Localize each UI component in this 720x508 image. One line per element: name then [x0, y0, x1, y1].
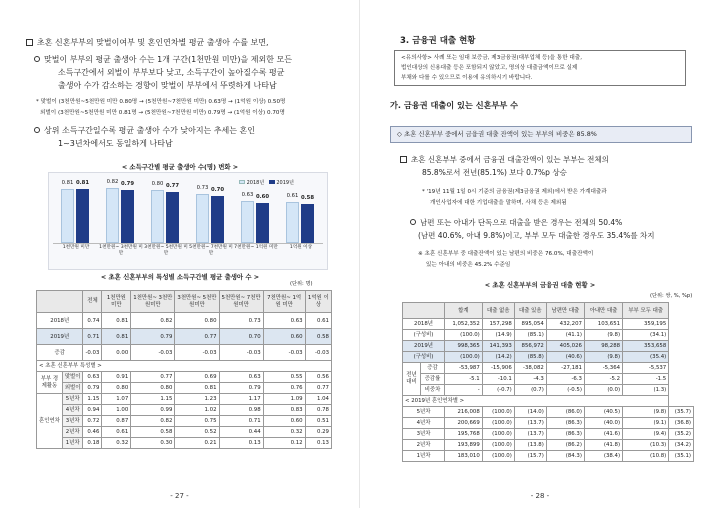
chart-bar: [256, 203, 269, 243]
table-cell: 0.60: [263, 416, 305, 427]
bar-value-label: 0.60: [255, 194, 270, 200]
table-cell: 4년차: [62, 405, 83, 416]
table-cell: 0.60: [263, 329, 305, 345]
table-cell: 1,052,352: [445, 319, 483, 330]
table-cell: -10.1: [482, 374, 514, 385]
table-cell: 외벌이: [62, 383, 83, 394]
column-header: [37, 291, 83, 313]
circle-bullet-icon: [410, 219, 416, 225]
chart-bar: [76, 189, 89, 243]
star-note: * '19년 11월 1일 0시 기준의 금융권(제3금융권 제외)에서 받은 가계대출과 개인사업자에 대한 기업대출을 말하며, 사채 등은 제외됨: [422, 189, 607, 206]
table-cell: (10.3): [623, 440, 669, 451]
table-cell: 0.77: [175, 329, 219, 345]
legend-swatch-2019: [269, 180, 275, 184]
table-cell: 4년차: [403, 418, 445, 429]
left-table-unit: (단위: 명): [290, 281, 313, 287]
table-row: [37, 394, 332, 405]
chart-bar: [151, 190, 164, 243]
page-number-left: - 27 -: [170, 492, 189, 500]
table-cell: 0.78: [305, 405, 331, 416]
table-cell: 0.32: [102, 438, 131, 449]
table-cell: (100.0): [482, 418, 514, 429]
table-row: [37, 372, 332, 383]
table-cell: 0.55: [263, 372, 305, 383]
column-header: 대출 있음: [514, 303, 546, 319]
table-cell: 3년차: [403, 429, 445, 440]
chart-bar: [61, 189, 74, 243]
category-label: 5천만원~ 7천만원 미만: [189, 245, 233, 256]
table-cell: 1.07: [102, 394, 131, 405]
table-cell: (-0.5): [546, 385, 584, 396]
bar-value-label: 0.82: [106, 179, 119, 186]
table-cell: 증감: [421, 363, 445, 374]
column-header: 7천만원~ 1억원 미만: [263, 291, 305, 313]
table-cell: 0.75: [175, 416, 219, 427]
table-cell: -53,987: [445, 363, 483, 374]
square-bullet-icon: [400, 156, 407, 163]
bar-value-label: 0.61: [286, 193, 299, 200]
table-cell: (86.0): [546, 407, 584, 418]
table-cell: 0.44: [219, 427, 263, 438]
table-cell: 0.79: [219, 383, 263, 394]
column-header: 3천만원~ 5천만원미만: [175, 291, 219, 313]
column-header: 5천만원~ 7천만원미만: [219, 291, 263, 313]
left-table-title: < 초혼 신혼부부의 특성별 소득구간별 평균 출생아 수 >: [100, 273, 260, 281]
column-header: [403, 303, 445, 319]
table-cell: (35.4): [623, 352, 669, 363]
chart-bar: [106, 188, 119, 243]
table-cell: (14.0): [514, 407, 546, 418]
table-row: [37, 405, 332, 416]
table-cell: (86.3): [546, 429, 584, 440]
category-label: 1천만원 미만: [62, 245, 90, 250]
table-cell: (13.7): [514, 418, 546, 429]
table-cell: 0.77: [305, 383, 331, 394]
table-cell: 183,010: [445, 451, 483, 462]
table-cell: 비중차: [421, 385, 445, 396]
right-section-title: 3. 금융권 대출 현황: [400, 36, 476, 46]
table-row: [403, 440, 694, 451]
table-cell: -38,082: [514, 363, 546, 374]
table-cell: (9.8): [584, 352, 622, 363]
table-cell: 353,658: [623, 341, 669, 352]
table-cell: 1년차: [403, 451, 445, 462]
para-1: 초혼 신혼부부 중에서 금융권 대출잔액이 있는 부부는 전체의 85.8%로서 전년(85.1%) 보다 0.7%p 상승: [400, 154, 694, 179]
table-row: [37, 329, 332, 345]
table-row: [37, 345, 332, 361]
table-cell: 998,365: [445, 341, 483, 352]
table-cell: (34.1): [623, 330, 669, 341]
table-cell: 1.04: [305, 394, 331, 405]
table-cell: (40.5): [584, 407, 622, 418]
subsection-title: 가. 금융권 대출이 있는 신혼부부 수: [390, 100, 519, 110]
table-cell: 2018년: [403, 319, 445, 330]
table-cell: (9.8): [623, 407, 669, 418]
table-row: [403, 418, 694, 429]
table-cell: 0.74: [83, 313, 102, 329]
table-cell: 1.00: [102, 405, 131, 416]
table-cell: 1.23: [175, 394, 219, 405]
table-row: [37, 383, 332, 394]
table-cell: 0.76: [263, 383, 305, 394]
table-cell: (10.8): [623, 451, 669, 462]
table-cell: 0.72: [83, 416, 102, 427]
table-cell: (13.7): [514, 429, 546, 440]
table-row: [403, 330, 694, 341]
square-bullet-icon: [26, 39, 33, 46]
section-label-row: [37, 361, 332, 372]
table-cell: 405,026: [546, 341, 584, 352]
table-cell: (15.7): [514, 451, 546, 462]
table-cell: 0.32: [263, 427, 305, 438]
table-cell: 2019년: [37, 329, 83, 345]
table-cell: (35.7): [669, 407, 694, 418]
table-cell: 0.29: [305, 427, 331, 438]
category-label: 3천만원~ 5천만원 미만: [144, 245, 188, 256]
chart-bar: [301, 204, 314, 243]
table-header-row: [403, 303, 694, 319]
column-header: 합계: [445, 303, 483, 319]
table-cell: (14.9): [482, 330, 514, 341]
table-cell: 0.30: [131, 438, 175, 449]
table-cell: -: [445, 385, 483, 396]
table-cell: -15,906: [482, 363, 514, 374]
table-cell: 0.61: [102, 427, 131, 438]
right-page: [360, 0, 720, 508]
table-cell: -0.03: [83, 345, 102, 361]
table-cell: (-0.7): [482, 385, 514, 396]
circle-bullet-icon: [34, 127, 40, 133]
column-header: 부부 모두 대출: [623, 303, 669, 319]
chart-bar: [121, 190, 134, 243]
table-cell: (85.8): [514, 352, 546, 363]
table-cell: (35.2): [669, 429, 694, 440]
table-cell: 200,669: [445, 418, 483, 429]
para-2: 남편 또는 아내가 단독으로 대출을 받은 경우는 전체의 50.4% (남편 40.6%, 아내 9.8%)이고, 부부 모두 대출한 경우도 35.4%를 차지: [410, 217, 694, 242]
bar-value-label: 0.80: [151, 180, 164, 187]
group-label: 혼인연차: [37, 394, 63, 449]
table-cell: -0.03: [175, 345, 219, 361]
bar-value-label: 0.81: [61, 180, 74, 186]
table-cell: 0.70: [219, 329, 263, 345]
table-cell: 1년차: [62, 438, 83, 449]
table-cell: (86.3): [546, 418, 584, 429]
table-cell: (100.0): [445, 330, 483, 341]
bar-value-label: 0.77: [165, 182, 180, 189]
table-cell: (36.8): [669, 418, 694, 429]
table-cell: 0.63: [219, 372, 263, 383]
page-number-right: - 28 -: [530, 492, 550, 500]
table-cell: 0.13: [219, 438, 263, 449]
table-cell: 141,393: [482, 341, 514, 352]
table-cell: -0.03: [263, 345, 305, 361]
table-header-row: [37, 291, 332, 313]
table-cell: 맞벌이: [62, 372, 83, 383]
table-row: [403, 352, 694, 363]
table-cell: 0.56: [305, 372, 331, 383]
chart-legend: [239, 179, 294, 186]
table-cell: 0.63: [83, 372, 102, 383]
table-cell: 0.69: [175, 372, 219, 383]
table-cell: (85.1): [514, 330, 546, 341]
table-cell: 5년차: [62, 394, 83, 405]
table-cell: 0.73: [219, 313, 263, 329]
group-label: 전년 대비: [403, 363, 421, 396]
table-cell: 0.71: [219, 416, 263, 427]
table-cell: 98,288: [584, 341, 622, 352]
bullet-2: 상위 소득구간일수록 평균 출생아 수가 낮아지는 추세는 혼인 1~3년차에서도 동일하게 나타남: [34, 124, 356, 150]
table-cell: (41.8): [584, 440, 622, 451]
table-cell: 0.91: [102, 372, 131, 383]
right-table: [402, 302, 694, 462]
category-label: 7천만원~ 1억원 미만: [234, 245, 278, 250]
table-row: [403, 385, 694, 396]
table-cell: 1.02: [175, 405, 219, 416]
chart-bar: [211, 196, 224, 243]
table-cell: -1.5: [623, 374, 669, 385]
table-cell: 0.12: [263, 438, 305, 449]
table-row: [403, 341, 694, 352]
table-cell: 0.63: [263, 313, 305, 329]
table-cell: (0.0): [584, 385, 622, 396]
table-cell: (13.8): [514, 440, 546, 451]
table-cell: -5.1: [445, 374, 483, 385]
table-row: [37, 438, 332, 449]
table-cell: (9.4): [623, 429, 669, 440]
chart-bar: [286, 202, 299, 243]
bar-value-label: 0.70: [210, 187, 225, 194]
table-cell: 195,768: [445, 429, 483, 440]
table-cell: 0.79: [83, 383, 102, 394]
table-cell: 0.51: [305, 416, 331, 427]
table-cell: 157,298: [482, 319, 514, 330]
table-row: [403, 429, 694, 440]
table-row: [37, 416, 332, 427]
bar-value-label: 0.81: [75, 180, 90, 186]
column-header: 전체: [83, 291, 102, 313]
table-cell: (34.2): [669, 440, 694, 451]
table-row: [403, 451, 694, 462]
table-cell: 0.00: [102, 345, 131, 361]
table-cell: -5,364: [584, 363, 622, 374]
column-header: 1천만원~ 3천만원미만: [131, 291, 175, 313]
table-row: [37, 427, 332, 438]
chart-bar: [166, 192, 179, 243]
column-header: 대출 없음: [482, 303, 514, 319]
table-cell: (40.0): [584, 418, 622, 429]
table-row: [403, 319, 694, 330]
table-cell: 0.98: [219, 405, 263, 416]
table-cell: 0.77: [131, 372, 175, 383]
table-cell: 359,195: [623, 319, 669, 330]
table-row: [403, 407, 694, 418]
table-cell: 0.83: [263, 405, 305, 416]
legend-label-2018: 2018년: [246, 180, 265, 186]
table-cell: 0.87: [102, 416, 131, 427]
table-cell: -6.3: [546, 374, 584, 385]
table-cell: 3년차: [62, 416, 83, 427]
chart-bar: [196, 194, 209, 243]
table-cell: 0.13: [305, 438, 331, 449]
table-cell: 0.71: [83, 329, 102, 345]
table-cell: 증감: [37, 345, 83, 361]
group-label: 부부 경제활동: [37, 372, 63, 394]
highlight-box: ◇ 초혼 신혼부부 중에서 금융권 대출 잔액이 있는 부부의 비중은 85.8%: [390, 126, 692, 143]
table-cell: 193,899: [445, 440, 483, 451]
table-cell: 0.81: [102, 313, 131, 329]
table-cell: 1.15: [131, 394, 175, 405]
section-label: < 초혼 신혼부부 특성별 >: [37, 361, 332, 372]
table-row: [37, 313, 332, 329]
table-cell: -0.03: [131, 345, 175, 361]
bar-chart: [48, 172, 328, 270]
table-cell: -0.03: [305, 345, 331, 361]
circle-bullet-icon: [34, 56, 40, 62]
table-cell: 0.61: [305, 313, 331, 329]
table-cell: (구성비): [403, 352, 445, 363]
table-cell: (구성비): [403, 330, 445, 341]
right-table-unit: (단위: 쌍, %, %p): [650, 293, 693, 299]
table-cell: (14.2): [482, 352, 514, 363]
table-cell: 0.58: [131, 427, 175, 438]
table-cell: (38.4): [584, 451, 622, 462]
table-cell: 0.21: [175, 438, 219, 449]
table-cell: 0.79: [131, 329, 175, 345]
table-cell: 0.18: [83, 438, 102, 449]
table-cell: (9.8): [584, 330, 622, 341]
legend-label-2019: 2019년: [276, 180, 294, 186]
table-cell: (100.0): [482, 440, 514, 451]
section-label-row: [403, 396, 694, 407]
table-cell: 216,008: [445, 407, 483, 418]
table-cell: (35.1): [669, 451, 694, 462]
table-cell: 0.82: [131, 313, 175, 329]
category-label: 1억원 이상: [289, 245, 313, 250]
table-cell: (84.3): [546, 451, 584, 462]
table-cell: 0.81: [102, 329, 131, 345]
table-cell: 0.80: [102, 383, 131, 394]
table-cell: -4.3: [514, 374, 546, 385]
left-table: [36, 290, 332, 449]
bullet-1: 맞벌이 부부의 평균 출생아 수는 1개 구간(1천만원 미만)을 제외한 모든 소득구간에서 외벌이 부부보다 낮고, 소득구간이 높아질수록 평균 출생아 수가 감소하는 경향이 맞벌이 부부에서 뚜렷하게 나타남: [34, 53, 356, 92]
table-cell: -5,537: [623, 363, 669, 374]
table-cell: 0.80: [131, 383, 175, 394]
table-cell: (40.6): [546, 352, 584, 363]
table-cell: (41.1): [546, 330, 584, 341]
table-cell: 0.46: [83, 427, 102, 438]
column-header: 아내만 대출: [584, 303, 622, 319]
bar-value-label: 0.73: [196, 185, 209, 192]
table-cell: 0.58: [305, 329, 331, 345]
chart-baseline: [53, 243, 323, 244]
note-2: 외벌이 (3천만원~5천만원 미만 0.81명 → (5천만원~7천만원 미만) 0.79명 → (1억원 이상) 0.70명: [40, 110, 285, 116]
bar-value-label: 0.79: [120, 181, 135, 188]
table-cell: (9.1): [623, 418, 669, 429]
table-cell: (100.0): [445, 352, 483, 363]
column-header: 1억원 이상: [305, 291, 331, 313]
notice-box: <유의사항> 사례 또는 임대 보증금, 제3금융권(대부업체 등)을 통한 대출, 법인대상의 신용대출 등은 포함되지 않았고, 명의상 대출금액이므로 실제 부채와 다를 수 있으므로 이용에 유의하시기 바랍니다.: [394, 50, 686, 86]
table-cell: 1.15: [83, 394, 102, 405]
table-cell: 0.99: [131, 405, 175, 416]
legend-swatch-2018: [239, 180, 245, 184]
note-1: * 맞벌이 (3천만원~5천만원 미만 0.80명 → (5천만원~7천만원 미만) 0.63명 → (1억원 이상) 0.50명: [36, 99, 286, 105]
table-cell: 0.82: [131, 416, 175, 427]
table-cell: (41.6): [584, 429, 622, 440]
category-label: 1천만원~ 3천만원 미만: [99, 245, 143, 256]
table-cell: -5.2: [584, 374, 622, 385]
section-label: < 2019년 혼인연차별 >: [403, 396, 669, 407]
table-cell: (86.2): [546, 440, 584, 451]
table-cell: (100.0): [482, 429, 514, 440]
table-cell: 1.17: [219, 394, 263, 405]
table-cell: -27,181: [546, 363, 584, 374]
table-cell: 1.09: [263, 394, 305, 405]
table-cell: 0.80: [175, 313, 219, 329]
column-header: 남편만 대출: [546, 303, 584, 319]
bar-value-label: 0.63: [241, 192, 254, 198]
table-row: [403, 374, 694, 385]
table-cell: 증감률: [421, 374, 445, 385]
ratio-note: ※ 초혼 신혼부부 중 대출잔액이 있는 남편의 비중은 76.0%, 대출잔액이 있는 아내의 비중은 45.2% 수준임: [418, 251, 594, 268]
table-cell: (0.7): [514, 385, 546, 396]
table-cell: 0.52: [175, 427, 219, 438]
table-cell: 2년차: [403, 440, 445, 451]
chart-bar: [241, 201, 254, 243]
table-cell: 2년차: [62, 427, 83, 438]
column-header: 1천만원 미만: [102, 291, 131, 313]
right-table-title: < 초혼 신혼부부의 금융권 대출 현황 >: [484, 281, 596, 289]
table-row: [403, 363, 694, 374]
table-cell: -0.03: [219, 345, 263, 361]
table-cell: 895,054: [514, 319, 546, 330]
bar-value-label: 0.58: [300, 195, 315, 202]
table-cell: 5년차: [403, 407, 445, 418]
chart-title: < 소득구간별 평균 출생아 수(명) 변화 >: [121, 163, 239, 171]
table-cell: 2019년: [403, 341, 445, 352]
table-cell: (1.3): [623, 385, 669, 396]
table-cell: 856,972: [514, 341, 546, 352]
table-cell: 0.81: [175, 383, 219, 394]
table-cell: (100.0): [482, 407, 514, 418]
table-cell: 432,207: [546, 319, 584, 330]
left-heading: 초혼 신혼부부의 맞벌이여부 및 혼인연차별 평균 출생아 수를 보면,: [26, 36, 356, 49]
table-cell: 0.94: [83, 405, 102, 416]
table-cell: 103,651: [584, 319, 622, 330]
table-cell: (100.0): [482, 451, 514, 462]
table-cell: 2018년: [37, 313, 83, 329]
